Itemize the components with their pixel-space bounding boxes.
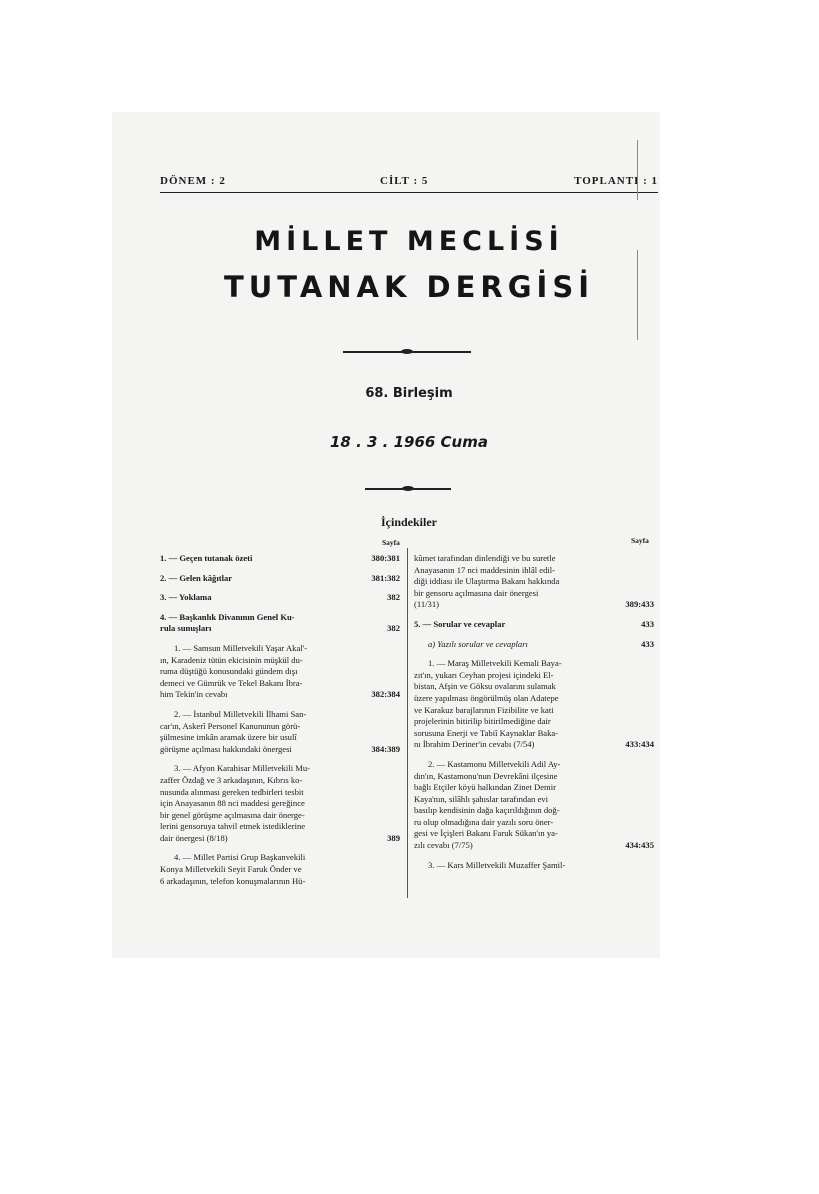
toc-entry bbox=[414, 658, 654, 751]
title-line-1: MİLLET MECLİSİ bbox=[254, 226, 564, 257]
header-meeting: TOPLANTI : 1 bbox=[574, 175, 658, 187]
toc-entry-line: 3. — Afyon Karahisar Milletvekili Mu- bbox=[174, 763, 311, 774]
toc-entry-line: sorusuna Enerji ve Tabiî Kaynaklar Baka- bbox=[414, 727, 559, 738]
toc-entry-line: 1. — Samsun Milletvekili Yaşar Akal'- bbox=[174, 642, 308, 653]
toc-right-column bbox=[414, 553, 654, 879]
toc-entry-line: diği iddiası ile Ulaştırma Bakanı hakkında bbox=[414, 576, 560, 587]
toc-entry bbox=[160, 553, 400, 565]
toc-entry bbox=[160, 643, 400, 701]
toc-page-number: 433 bbox=[641, 618, 654, 629]
toc-entry-line: ruma düştüğü konusundaki gündem dışı bbox=[160, 666, 298, 677]
toc-page-number: 382 bbox=[387, 592, 400, 603]
toc-page-number: 384:389 bbox=[371, 743, 400, 754]
toc-entry-line: bağlı Etçiler köyü halkından Zinet Demir bbox=[414, 782, 556, 793]
toc-page-number: 380:381 bbox=[371, 553, 400, 563]
margin-mark bbox=[637, 140, 638, 200]
ornament-dot-bottom bbox=[402, 486, 414, 491]
toc-entry-line: zılı cevabı (7/75) bbox=[414, 840, 473, 851]
toc-entry-line: nusunda alınması gereken tedbirleri tesbit bbox=[160, 786, 304, 797]
toc-entry-line: şülmesine imkân aramak üzere bir usulî bbox=[160, 732, 297, 743]
toc-entry-line: (11/31) bbox=[414, 599, 439, 610]
page-label-left: Sayfa bbox=[382, 538, 400, 547]
header-volume: CİLT : 5 bbox=[380, 175, 429, 187]
toc-entry-line: görüşme açılması hakkındaki önergesi bbox=[160, 743, 292, 754]
toc-page-number: 382:384 bbox=[371, 689, 400, 700]
toc-entry bbox=[414, 759, 654, 852]
toc-left-column bbox=[160, 553, 400, 895]
toc-entry-line: dın'ın, Kastamonu'nun Devrekâni ilçesine bbox=[414, 770, 558, 781]
toc-entry-line: Anayasanın 17 nci maddesinin ihlâl edil- bbox=[414, 564, 556, 575]
toc-page-number: 389:433 bbox=[625, 599, 654, 610]
toc-entry-line: ve Karakuz barajlarının Fizibilite ve kati bbox=[414, 704, 554, 715]
toc-entry bbox=[160, 612, 400, 635]
toc-entry-line: bistan, Afşin ve Göksu ovalarını sulamak bbox=[414, 681, 556, 692]
session-number: 68. Birleşim bbox=[365, 386, 453, 401]
toc-entry-line: Kaya'nın, silâhlı şahıslar tarafından evi bbox=[414, 793, 548, 804]
toc-entry-line: 4. — Millet Partisi Grup Başkanvekili bbox=[174, 852, 306, 863]
toc-entry-line: üzere yapılması öngörülmüş olan Adatepe bbox=[414, 692, 559, 703]
toc-entry bbox=[414, 619, 654, 631]
toc-entry-line: dair önergesi (8/18) bbox=[160, 832, 228, 843]
toc-entry-line: 4. — Başkanlık Divanının Genel Ku- bbox=[160, 611, 295, 622]
toc-page-number: 382 bbox=[387, 623, 400, 634]
toc-entry-line: 3. — Yoklama bbox=[160, 592, 212, 603]
toc-entry-line: 5. — Sorular ve cevaplar bbox=[414, 618, 506, 629]
toc-entry-line: bir gensoru açılmasına dair önergesi bbox=[414, 587, 539, 598]
toc-entry-line: 2. — Kastamonu Milletvekili Adil Ay- bbox=[428, 758, 561, 769]
toc-entry-line: 3. — Kars Milletvekili Muzaffer Şamil- bbox=[428, 859, 566, 870]
toc-entry-line: car'ın, Askerî Personel Kanununun görü- bbox=[160, 720, 301, 731]
header-rule bbox=[160, 192, 658, 193]
toc-entry-line: zıt'ın, yukarı Ceyhan projesi içindeki El- bbox=[414, 669, 554, 680]
toc-entry-line: zaffer Özdağ ve 3 arkadaşının, Kıbrıs ko- bbox=[160, 774, 303, 785]
toc-page-number: 381:382 bbox=[371, 572, 400, 583]
toc-entry bbox=[160, 573, 400, 585]
toc-entry bbox=[160, 592, 400, 604]
toc-entry-line: rula sunuşları bbox=[160, 623, 212, 634]
column-divider bbox=[407, 548, 408, 898]
toc-page-number: 433 bbox=[641, 638, 654, 649]
toc-entry bbox=[160, 763, 400, 844]
toc-entry bbox=[160, 852, 400, 887]
session-date: 18 . 3 . 1966 Cuma bbox=[329, 433, 488, 451]
toc-entry bbox=[414, 639, 654, 651]
toc-heading: İçindekiler bbox=[381, 515, 437, 529]
toc-entry-line: a) Yazılı sorular ve cevapları bbox=[428, 638, 528, 649]
toc-entry-line: projelerinin bitirilip bitirilmediğine dair bbox=[414, 716, 551, 727]
toc-entry-line: lerini gensoruya tahvil etmek istediklerine bbox=[160, 821, 306, 832]
toc-entry-line: gesi ve İçişleri Bakanı Faruk Sükan'ın ya- bbox=[414, 828, 558, 839]
toc-page-number: 389 bbox=[387, 832, 400, 843]
toc-entry-line: ru olup olmadığına dair yazılı soru öner- bbox=[414, 816, 554, 827]
title-line-2: TUTANAK DERGİSİ bbox=[223, 270, 595, 304]
toc-entry bbox=[414, 860, 654, 872]
toc-entry-line: 1. — Maraş Milletvekili Kemali Baya- bbox=[428, 658, 562, 669]
ornament-dot-top bbox=[401, 349, 413, 354]
toc-page-number: 434:435 bbox=[625, 840, 654, 851]
toc-entry-line: 2. — İstanbul Milletvekili İlhami San- bbox=[174, 708, 307, 719]
margin-mark bbox=[637, 250, 638, 340]
toc-page-number: 433:434 bbox=[625, 739, 654, 750]
toc-entry-line: basılıp kendisinin dağa kaçırıldığının doğ- bbox=[414, 805, 560, 816]
toc-entry-line: 2. — Gelen kâğıtlar bbox=[160, 572, 233, 583]
toc-entry-line: 1. — Geçen tutanak özeti bbox=[160, 553, 253, 563]
toc-entry-line: Konya Milletvekili Seyit Faruk Önder ve bbox=[160, 864, 302, 875]
toc-entry bbox=[160, 709, 400, 755]
toc-entry-line: 6 arkadaşının, telefon konuşmalarının Hü- bbox=[160, 875, 306, 886]
toc-entry-line: için Anayasanın 88 nci maddesi gereğince bbox=[160, 798, 305, 809]
toc-entry-line: kûmet tarafından dinlendiği ve bu suretle bbox=[414, 553, 556, 563]
toc-entry-line: nı İbrahim Deriner'in cevabı (7/54) bbox=[414, 739, 535, 750]
header-term: DÖNEM : 2 bbox=[160, 175, 226, 187]
toc-entry-line: him Tekin'in cevabı bbox=[160, 689, 228, 700]
page-label-right: Sayfa bbox=[631, 536, 649, 545]
toc-entry-line: bir genel görüşme açılmasına dair önerge- bbox=[160, 809, 305, 820]
toc-entry-line: demeci ve Gümrük ve Tekel Bakanı İbra- bbox=[160, 677, 303, 688]
toc-entry-line: ın, Karadeniz tütün ekicisinin müşkül du- bbox=[160, 654, 303, 665]
toc-entry bbox=[414, 553, 654, 611]
